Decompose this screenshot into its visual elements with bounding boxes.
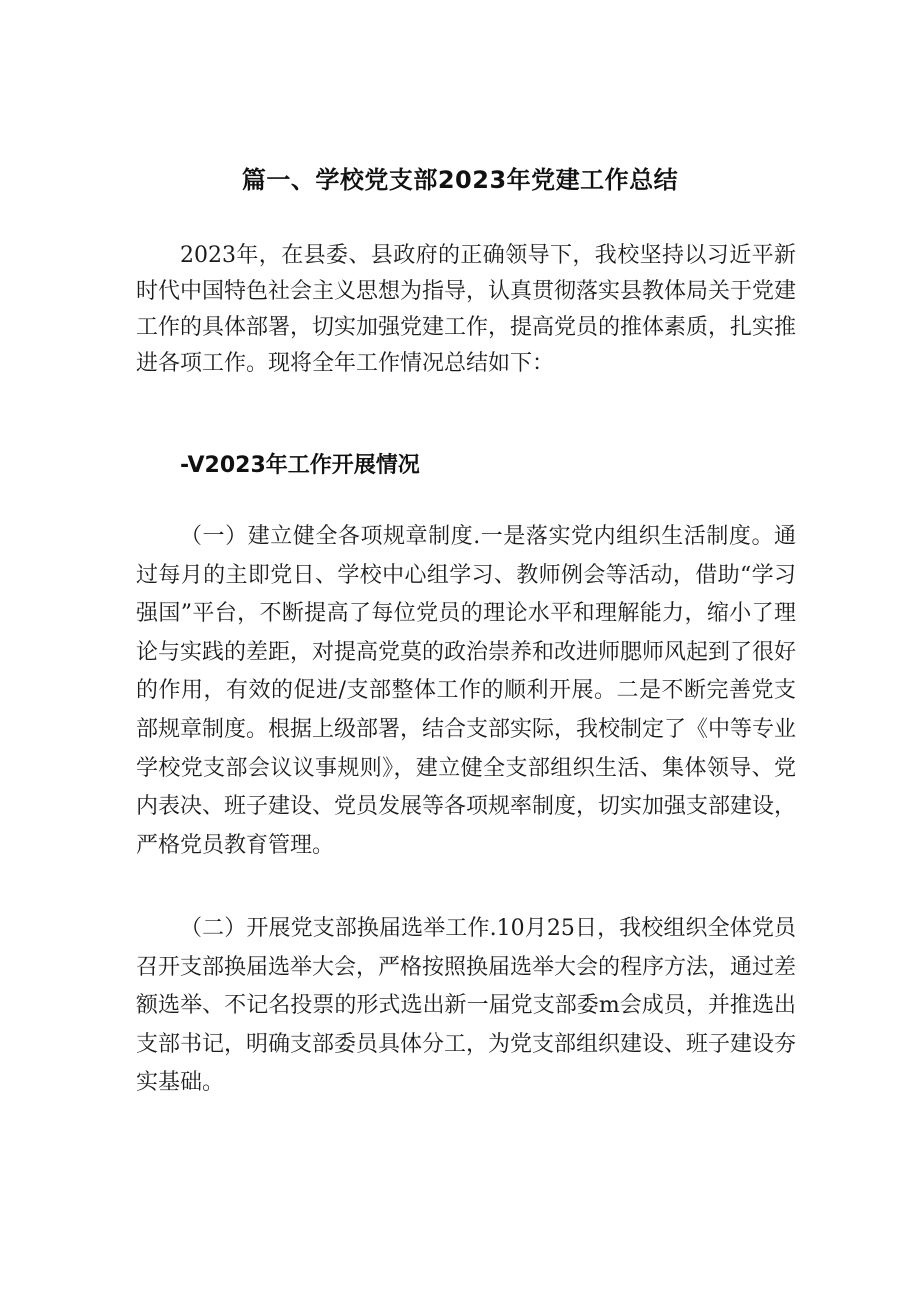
- section-heading: -V2023年工作开展情况: [180, 453, 420, 478]
- document-title: 篇一、学校党支部2023年党建工作总结: [241, 166, 679, 194]
- intro-paragraph: 2023年，在县委、县政府的正确领导下，我校坚持以习近平新时代中国特色社会主义思想为指导，认真贯彻落实县教体局关于党建工作的具体部署，切实加强党建工作，提高党员的推体素质，扎实推进各项工作。现将全年工作情况总结如下：: [136, 243, 797, 376]
- paragraph-regulations: （一）建立健全各项规章制度.一是落实党内组织生活制度。通过每月的主即党日、学校中心组学习、教师例会等活动，借助“学习强国”平台，不断提高了每位党员的理论水平和理解能力，缩小了理论与实践的差距，对提高党莫的政治崇养和改进师腮师风起到了很好的作用，有效的促进/支部整体工作的顺利开展。二是不断完善党支部规章制度。根据上级部署，结合支部实际，我校制定了《中等专业学校党支部会议议事规则》，建立健全支部组织生活、集体领导、党内表决、班子建设、党员发展等各项规率制度，切实加强支部建设，严格党员教育管理。: [136, 524, 797, 858]
- paragraph-election: （二）开展党支部换届选举工作.10月25日，我校组织全体党员召开支部换届选举大会，严格按照换届选举大会的程序方法，通过差额选举、不记名投票的形式选出新一届党支部委m会成员，并推选出支部书记，明确支部委员具体分工，为党支部组织建设、班子建设夯实基础。: [136, 916, 797, 1096]
